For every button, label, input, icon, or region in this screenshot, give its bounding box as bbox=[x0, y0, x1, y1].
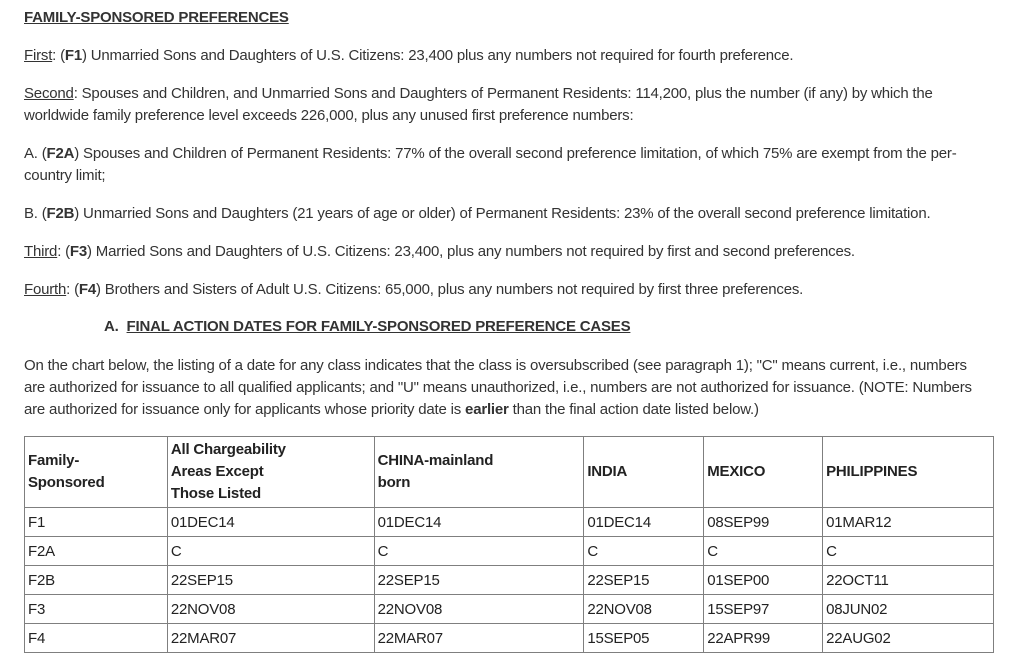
table-cell: 22SEP15 bbox=[167, 566, 374, 595]
table-cell: 01DEC14 bbox=[374, 508, 584, 537]
table-cell: C bbox=[374, 537, 584, 566]
table-cell: 22AUG02 bbox=[823, 624, 994, 653]
f2a-preference bbox=[24, 143, 984, 187]
table-cell: 22NOV08 bbox=[584, 595, 704, 624]
table-cell: F2B bbox=[25, 566, 168, 595]
table-cell: 01SEP00 bbox=[704, 566, 823, 595]
table-row bbox=[25, 508, 994, 537]
chart-note bbox=[24, 355, 984, 421]
f2b-preference bbox=[24, 203, 984, 225]
table-cell: C bbox=[823, 537, 994, 566]
fourth-code: F4 bbox=[78, 281, 96, 298]
table-cell: 22NOV08 bbox=[374, 595, 584, 624]
final-action-dates-table bbox=[24, 436, 994, 653]
table-cell: 22NOV08 bbox=[167, 595, 374, 624]
f2b-text: ) Unmarried Sons and Daughters (21 years of age or older) of Permanent Residents: 23% of the overall second preference limitation. bbox=[74, 205, 931, 222]
section-a-heading bbox=[104, 318, 630, 335]
first-text: Unmarried Sons and Daughters of U.S. Citizens: 23,400 plus any numbers not required for fourth preference. bbox=[90, 47, 794, 64]
second-label: Second bbox=[24, 85, 74, 102]
section-a-title: FINAL ACTION DATES FOR FAMILY-SPONSORED PREFERENCE CASES bbox=[126, 318, 631, 335]
fourth-text: Brothers and Sisters of Adult U.S. Citizens: 65,000, plus any numbers not required by first three preferences. bbox=[104, 281, 804, 298]
table-cell: 08JUN02 bbox=[823, 595, 994, 624]
third-text: Married Sons and Daughters of U.S. Citizens: 23,400, plus any numbers not required by first and second preferences. bbox=[95, 243, 855, 260]
table-cell: F3 bbox=[25, 595, 168, 624]
table-cell: 15SEP97 bbox=[704, 595, 823, 624]
third-code: F3 bbox=[69, 243, 88, 260]
table-cell: 22SEP15 bbox=[374, 566, 584, 595]
fourth-label: Fourth bbox=[24, 281, 67, 298]
third-label: Third bbox=[24, 243, 58, 260]
table-cell: C bbox=[167, 537, 374, 566]
table-row bbox=[25, 566, 994, 595]
chart-note-tail: than the final action date listed below.) bbox=[508, 401, 759, 418]
f2a-prefix: A. ( bbox=[24, 145, 47, 162]
table-cell: F1 bbox=[25, 508, 168, 537]
header-china: CHINA-mainland born bbox=[374, 437, 584, 508]
table-cell: F4 bbox=[25, 624, 168, 653]
table-header-row bbox=[25, 437, 994, 508]
fourth-preference: Fourth: (F4) Brothers and Sisters of Adult U.S. Citizens: 65,000, plus any numbers not required by first three preferences. bbox=[24, 281, 804, 298]
table-cell: 22APR99 bbox=[704, 624, 823, 653]
f2a-text: ) Spouses and Children of Permanent Residents: 77% of the overall second preference limitation, of which 75% are exempt from the per-country limit; bbox=[24, 145, 957, 184]
table-cell: 08SEP99 bbox=[704, 508, 823, 537]
chart-note-bold: earlier bbox=[465, 401, 509, 418]
first-code: F1 bbox=[64, 47, 83, 64]
table-row bbox=[25, 537, 994, 566]
first-preference: First: (F1) Unmarried Sons and Daughters of U.S. Citizens: 23,400 plus any numbers not required for fourth preference. bbox=[24, 47, 794, 64]
second-preference bbox=[24, 83, 984, 127]
table-row bbox=[25, 595, 994, 624]
table-cell: C bbox=[584, 537, 704, 566]
page-heading: FAMILY-SPONSORED PREFERENCES bbox=[24, 9, 289, 26]
table-cell: 22MAR07 bbox=[374, 624, 584, 653]
header-all-chargeability: All Chargeability Areas Except Those Listed bbox=[167, 437, 374, 508]
f2a-code: F2A bbox=[46, 145, 75, 162]
table-cell: C bbox=[704, 537, 823, 566]
header-india: INDIA bbox=[584, 437, 704, 508]
f2b-code: F2B bbox=[46, 205, 75, 222]
table-cell: F2A bbox=[25, 537, 168, 566]
first-label: First bbox=[24, 47, 53, 64]
table-row bbox=[25, 624, 994, 653]
table-cell: 01MAR12 bbox=[823, 508, 994, 537]
header-philippines: PHILIPPINES bbox=[823, 437, 994, 508]
f2b-prefix: B. ( bbox=[24, 205, 47, 222]
table-cell: 15SEP05 bbox=[584, 624, 704, 653]
table-cell: 22OCT11 bbox=[823, 566, 994, 595]
header-mexico: MEXICO bbox=[704, 437, 823, 508]
table-cell: 01DEC14 bbox=[167, 508, 374, 537]
table-cell: 22MAR07 bbox=[167, 624, 374, 653]
table-cell: 01DEC14 bbox=[584, 508, 704, 537]
third-preference: Third: (F3) Married Sons and Daughters of U.S. Citizens: 23,400, plus any numbers not required by first and second preferences. bbox=[24, 243, 855, 260]
second-text: : Spouses and Children, and Unmarried Sons and Daughters of Permanent Residents: 114,200, plus the number (if any) by which the worldwide family preference level exceeds 226,000, plus any unused first preference numbers: bbox=[24, 85, 933, 124]
chart-note-text: On the chart below, the listing of a date for any class indicates that the class is oversubscribed (see paragraph 1); "C" means current, i.e., numbers are authorized for issuance to all qualified applicants; and "U" means unauthorized, i.e., numbers are not authorized for issuance. (NOTE: Numbers are authorized for issuance only for applicants whose priority date is bbox=[24, 357, 972, 418]
header-family-sponsored: Family- Sponsored bbox=[25, 437, 168, 508]
section-a-marker: A. bbox=[104, 318, 119, 335]
table-cell: 22SEP15 bbox=[584, 566, 704, 595]
